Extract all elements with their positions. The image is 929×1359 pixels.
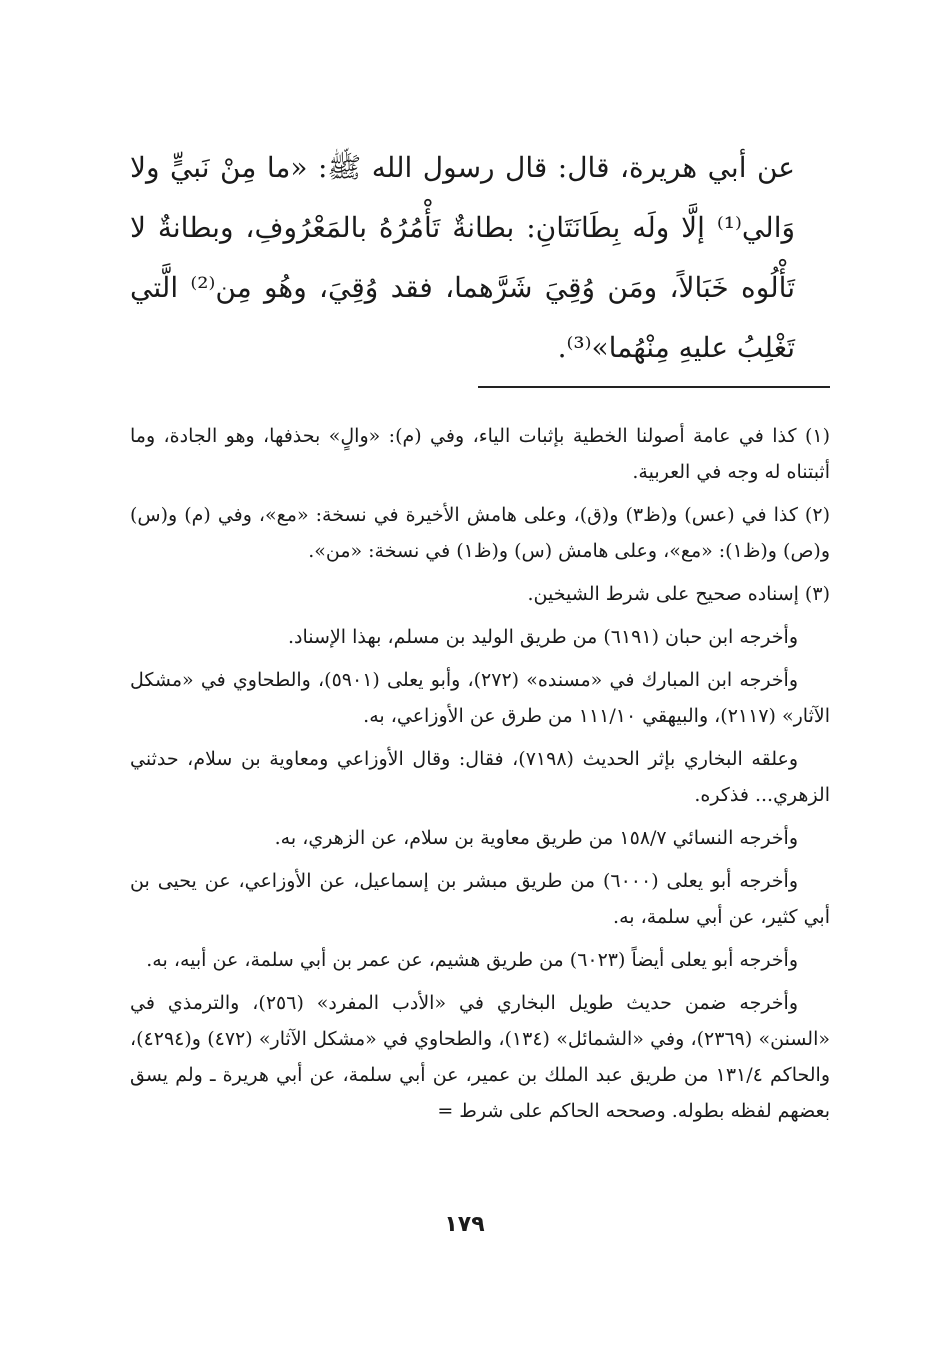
footnotes: [130, 418, 830, 1136]
hadith-paragraph: عن أبي هريرة، قال: قال رسول الله ﷺ: «ما مِنْ نَبيٍّ ولا وَالي⁽¹⁾ إلَّا ولَه بِطَانَتَانِ: بطانةٌ تَأْمُرُهُ بالمَعْرُوفِ، وبطانةٌ لا تَأْلُوه خَبَالاً، ومَن وُقِيَ شَرَّهما، فقد وُقِيَ، وهُو مِن⁽²⁾ الَّتي تَغْلِبُ عليهِ مِنْهُما»⁽³⁾.: [130, 151, 796, 364]
footnote-3-takhrij-3: وعلقه البخاري بإثر الحديث (٧١٩٨)، فقال: وقال الأوزاعي ومعاوية بن سلام، حدثني الزهري... فذكره.: [130, 748, 830, 806]
footnote-2: (٢) كذا في (عس) و(ظ٣) و(ق)، وعلى هامش الأخيرة في نسخة: «مع»، وفي (م) و(س) و(ص) و(ظ١): «مع»، وعلى هامش (س) و(ظ١) في نسخة: «من».: [130, 504, 830, 562]
page-number: ١٧٩: [444, 1212, 485, 1237]
footnote-3-takhrij-5: وأخرجه أبو يعلى (٦٠٠٠) من طريق مبشر بن إسماعيل، عن الأوزاعي، عن يحيى بن أبي كثير، عن أبي سلمة، به.: [130, 870, 830, 928]
footnote-1: (١) كذا في عامة أصولنا الخطية بإثبات الياء، وفي (م): «والٍ» بحذفها، وهو الجادة، وما أثبتناه له وجه في العربية.: [130, 425, 830, 483]
footnote-3-takhrij-1: وأخرجه ابن حبان (٦١٩١) من طريق الوليد بن مسلم، بهذا الإسناد.: [288, 626, 798, 648]
footnote-separator: [478, 386, 830, 388]
footnote-3: (٣) إسناده صحيح على شرط الشيخين.: [527, 583, 830, 605]
footnote-3-takhrij-4: وأخرجه النسائي ١٥٨/٧ من طريق معاوية بن سلام، عن الزهري، به.: [274, 827, 798, 849]
footnote-3-takhrij-6: وأخرجه أبو يعلى أيضاً (٦٠٢٣) من طريق هشيم، عن عمر بن أبي سلمة، عن أبيه، به.: [146, 949, 798, 971]
footnote-3-takhrij-2: وأخرجه ابن المبارك في «مسنده» (٢٧٢)، وأبو يعلى (٥٩٠١)، والطحاوي في «مشكل الآثار» (٢١١٧)، والبيهقي ١١١/١٠ من طرق عن الأوزاعي، به.: [130, 669, 830, 727]
footnote-3-takhrij-7: وأخرجه ضمن حديث طويل البخاري في «الأدب المفرد» (٢٥٦)، والترمذي في «السنن» (٢٣٦٩)، وفي «الشمائل» (١٣٤)، والطحاوي في «مشكل الآثار» (٤٧٢) و(٤٢٩٤)، والحاكم ١٣١/٤ من طريق عبد الملك بن عمير، عن أبي سلمة، عن أبي هريرة ـ ولم يسق بعضهم لفظه بطوله. وصححه الحاكم على شرط =: [130, 992, 830, 1122]
hadith-text: [130, 138, 795, 378]
